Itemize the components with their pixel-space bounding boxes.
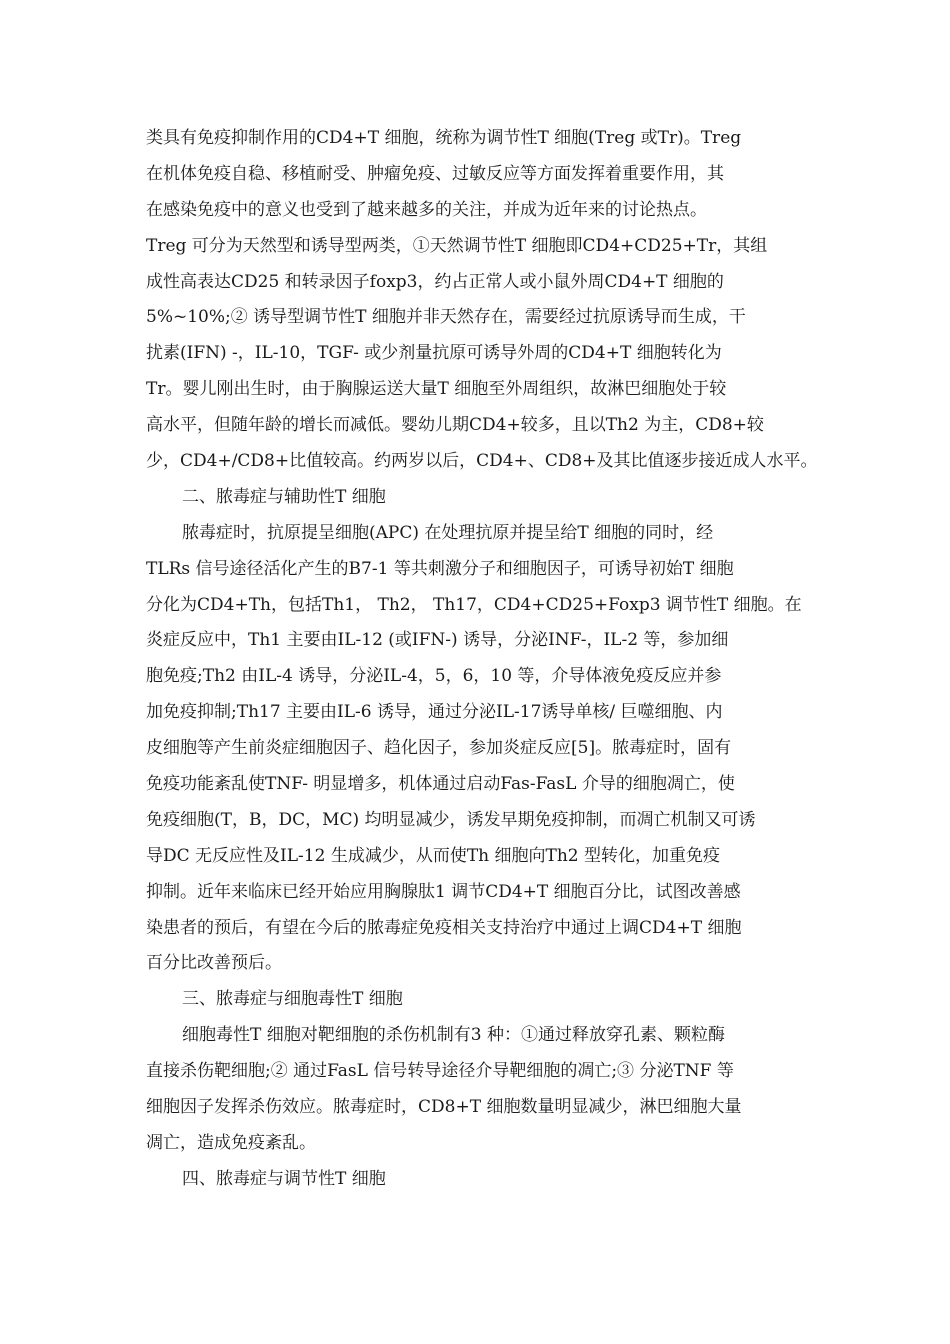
text-line: 直接杀伤靶细胞;② 通过FasL 信号转导途径介导靶细胞的凋亡;③ 分泌TNF 等 bbox=[146, 1061, 734, 1082]
text-line: 5%~10%;② 诱导型调节性T 细胞并非天然存在，需要经过抗原诱导而生成，干 bbox=[146, 307, 746, 328]
text-line: 二、脓毒症与辅助性T 细胞 bbox=[182, 486, 386, 507]
text-line: 分化为CD4+Th，包括Th1， Th2， Th17，CD4+CD25+Foxp3 调节性T 细胞。在 bbox=[146, 594, 802, 615]
text-line: 加免疫抑制;Th17 主要由IL-6 诱导，通过分泌IL-17诱导单核/ 巨噬细胞、内 bbox=[146, 702, 723, 723]
text-line: 在机体免疫自稳、移植耐受、肿瘤免疫、过敏反应等方面发挥着重要作用，其 bbox=[146, 163, 724, 184]
text-line: 脓毒症时，抗原提呈细胞(APC) 在处理抗原并提呈给T 细胞的同时，经 bbox=[182, 522, 714, 543]
text-line: 百分比改善预后。 bbox=[146, 953, 282, 974]
text-line: 三、脓毒症与细胞毒性T 细胞 bbox=[182, 989, 403, 1010]
text-line: 高水平，但随年龄的增长而减低。婴幼儿期CD4+较多，且以Th2 为主，CD8+较 bbox=[146, 415, 764, 436]
body-text bbox=[146, 121, 826, 1198]
text-line: 类具有免疫抑制作用的CD4+T 细胞，统称为调节性T 细胞(Treg 或Tr)。Treg bbox=[146, 128, 742, 148]
text-line: 免疫细胞(T，B，DC，MC) 均明显减少，诱发早期免疫抑制，而凋亡机制又可诱 bbox=[146, 809, 756, 830]
text-line: Treg 可分为天然型和诱导型两类，①天然调节性T 细胞即CD4+CD25+Tr，其组 bbox=[146, 235, 768, 256]
text-line: 皮细胞等产生前炎症细胞因子、趋化因子，参加炎症反应[5]。脓毒症时，固有 bbox=[146, 738, 732, 759]
text-line: 四、脓毒症与调节性T 细胞 bbox=[182, 1168, 386, 1189]
text-line: 染患者的预后，有望在今后的脓毒症免疫相关支持治疗中通过上调CD4+T 细胞 bbox=[146, 917, 742, 938]
text-line: 细胞毒性T 细胞对靶细胞的杀伤机制有3 种：①通过释放穿孔素、颗粒酶 bbox=[182, 1025, 725, 1046]
text-line: 成性高表达CD25 和转录因子foxp3，约占正常人或小鼠外周CD4+T 细胞的 bbox=[146, 271, 724, 292]
text-line: 细胞因子发挥杀伤效应。脓毒症时，CD8+T 细胞数量明显减少，淋巴细胞大量 bbox=[146, 1097, 742, 1118]
text-line: 胞免疫;Th2 由IL-4 诱导，分泌IL-4，5，6，10 等，介导体液免疫反应并参 bbox=[146, 666, 722, 687]
text-line: TLRs 信号途径活化产生的B7-1 等共刺激分子和细胞因子，可诱导初始T 细胞 bbox=[146, 558, 734, 579]
text-line: 抑制。近年来临床已经开始应用胸腺肽1 调节CD4+T 细胞百分比，试图改善感 bbox=[146, 881, 741, 902]
text-line: 少，CD4+/CD8+比值较高。约两岁以后，CD4+、CD8+及其比值逐步接近成人水平。 bbox=[146, 451, 818, 472]
text-line: 扰素(IFN) -，IL-10，TGF- 或少剂量抗原可诱导外周的CD4+T 细胞转化为 bbox=[146, 343, 722, 364]
text-line: Tr。婴儿刚出生时，由于胸腺运送大量T 细胞至外周组织，故淋巴细胞处于较 bbox=[146, 379, 727, 400]
text-line: 炎症反应中，Th1 主要由IL-12 (或IFN-) 诱导，分泌INF-，IL-2 等，参加细 bbox=[146, 630, 729, 651]
text-line: 凋亡，造成免疫紊乱。 bbox=[146, 1132, 316, 1153]
text-line: 免疫功能紊乱使TNF- 明显增多，机体通过启动Fas-FasL 介导的细胞凋亡，使 bbox=[146, 774, 735, 795]
text-line: 在感染免疫中的意义也受到了越来越多的关注，并成为近年来的讨论热点。 bbox=[146, 199, 707, 220]
text-line: 导DC 无反应性及IL-12 生成减少，从而使Th 细胞向Th2 型转化，加重免疫 bbox=[146, 845, 721, 866]
